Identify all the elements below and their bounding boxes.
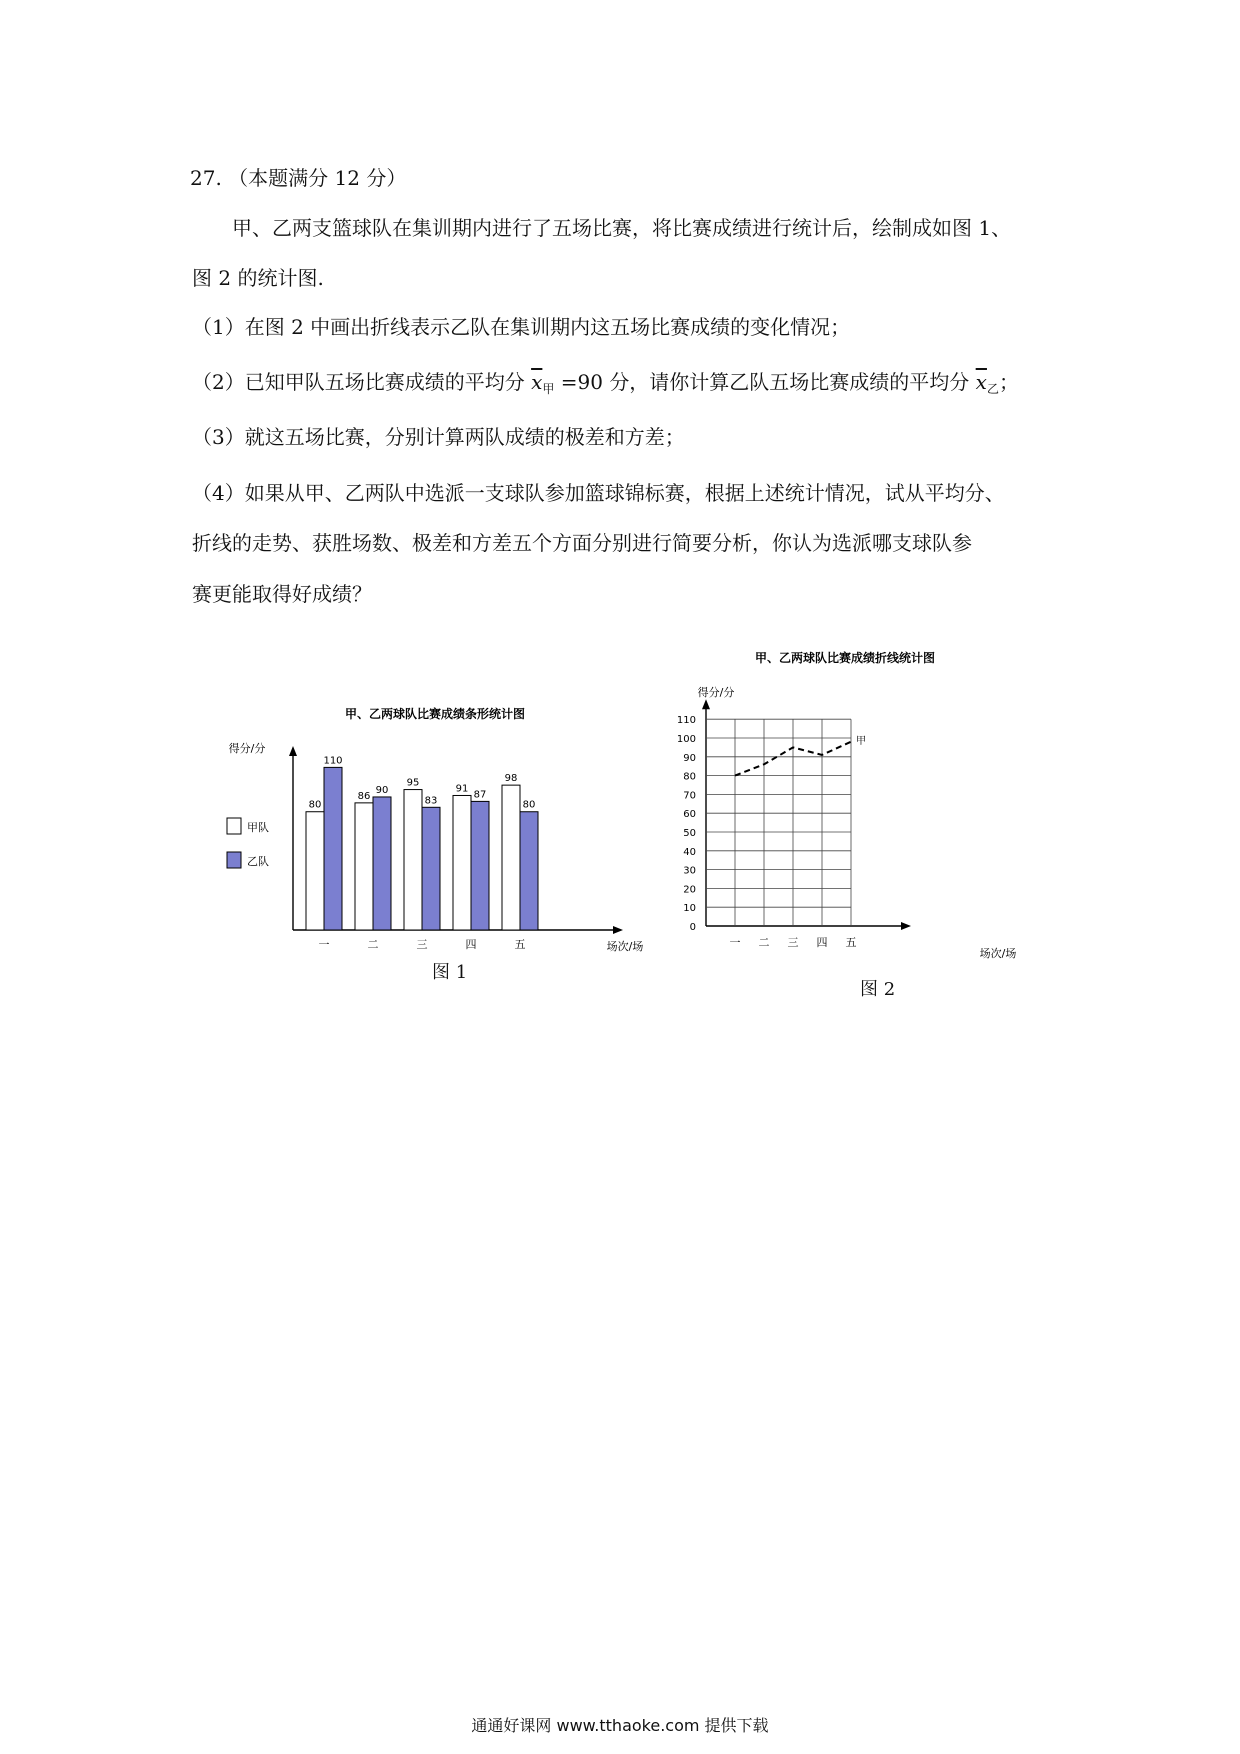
- bar-chart: [225, 700, 665, 970]
- x-tick-label-4: 四: [465, 938, 477, 951]
- y-tick-label-40: 40: [683, 846, 696, 858]
- bar-value-label-yi-5: 80: [522, 799, 536, 811]
- bar-chart-x-label: 场次/场: [606, 940, 644, 953]
- bar-value-label-jia-2: 86: [357, 790, 371, 802]
- bar-jia-4: [453, 795, 471, 930]
- bar-value-label-jia-1: 80: [308, 799, 322, 811]
- question-part-4-line-2: 折线的走势、获胜场数、极差和方差五个方面分别进行简要分析，你认为选派哪支球队参: [192, 531, 972, 555]
- part2-text-b: =90 分，请你计算乙队五场比赛成绩的平均分: [554, 370, 976, 394]
- figure-1-caption: 图 1: [432, 962, 468, 983]
- x-tick-label-1: 一: [729, 936, 741, 949]
- bar-value-label-yi-1: 110: [323, 755, 343, 767]
- y-tick-label-20: 20: [683, 884, 696, 896]
- x-tick-label-1: 一: [318, 938, 330, 951]
- question-part-4-line-1: （4）如果从甲、乙两队中选派一支球队参加篮球锦标赛，根据上述统计情况，试从平均分、: [192, 481, 1005, 505]
- footer-text: 通通好课网 www.tthaoke.com 提供下载: [471, 1716, 769, 1735]
- mean-symbol-yi: $\overline{x}$: [975, 370, 987, 394]
- x-tick-label-2: 二: [758, 936, 770, 949]
- y-tick-label-70: 70: [683, 790, 696, 802]
- bar-value-label-yi-2: 90: [375, 784, 389, 796]
- x-tick-label-3: 三: [416, 938, 428, 951]
- question-part-2: [192, 366, 1019, 397]
- line-chart-title: 甲、乙两球队比赛成绩折线统计图: [754, 651, 936, 665]
- legend-swatch-jia: [227, 818, 241, 834]
- bar-yi-1: [324, 767, 342, 930]
- bar-value-label-jia-5: 98: [504, 773, 518, 785]
- y-axis-arrow: [702, 699, 710, 709]
- series-end-label-jia: 甲: [856, 735, 866, 747]
- line-chart-series: [735, 735, 866, 776]
- bar-jia-3: [404, 790, 422, 930]
- x-axis-arrow: [901, 922, 911, 930]
- line-chart: [676, 648, 1050, 968]
- bar-jia-2: [355, 803, 373, 930]
- bar-yi-3: [422, 807, 440, 930]
- x-tick-label-4: 四: [816, 936, 828, 949]
- legend-swatch-yi: [227, 852, 241, 868]
- y-tick-label-60: 60: [683, 809, 696, 821]
- question-part-4-line-3: 赛更能取得好成绩？: [192, 582, 372, 606]
- x-tick-label-3: 三: [787, 936, 799, 949]
- question-part-3: （3）就这五场比赛，分别计算两队成绩的极差和方差；: [192, 425, 685, 449]
- y-tick-label-30: 30: [683, 865, 696, 877]
- bar-jia-5: [502, 785, 520, 930]
- line-chart-x-label: 场次/场: [979, 947, 1017, 960]
- y-tick-label-0: 0: [689, 922, 696, 933]
- legend-label-yi: 乙队: [247, 855, 269, 868]
- part2-text-c: ；: [998, 370, 1019, 394]
- bar-value-label-jia-4: 91: [455, 783, 469, 795]
- question-intro-line-1: 甲、乙两支篮球队在集训期内进行了五场比赛，将比赛成绩进行统计后，绘制成如图 1、: [232, 216, 1012, 240]
- y-tick-label-80: 80: [683, 771, 696, 783]
- legend-label-jia: 甲队: [247, 821, 269, 834]
- bar-chart-legend: [227, 818, 269, 868]
- bar-chart-bars: [306, 755, 538, 930]
- figure-2-caption: 图 2: [860, 979, 896, 1000]
- mean-subscript-jia: 甲: [542, 382, 555, 396]
- question-part-1: （1）在图 2 中画出折线表示乙队在集训期内这五场比赛成绩的变化情况；: [192, 315, 851, 339]
- bar-yi-2: [373, 797, 391, 930]
- bar-value-label-jia-3: 95: [406, 777, 420, 789]
- question-intro-line-2: 图 2 的统计图.: [192, 266, 324, 290]
- y-tick-label-110: 110: [676, 715, 696, 727]
- bar-value-label-yi-4: 87: [473, 789, 487, 801]
- y-tick-label-100: 100: [676, 734, 696, 745]
- bar-chart-y-label: 得分/分: [228, 742, 266, 755]
- y-tick-label-10: 10: [683, 903, 696, 915]
- bar-yi-5: [520, 812, 538, 930]
- y-tick-label-50: 50: [683, 828, 696, 839]
- bar-chart-title: 甲、乙两球队比赛成绩条形统计图: [344, 707, 526, 721]
- y-axis-arrow: [289, 746, 297, 756]
- line-chart-y-label: 得分/分: [697, 686, 735, 699]
- bar-yi-4: [471, 801, 489, 930]
- question-heading: 27. （本题满分 12 分）: [190, 166, 407, 190]
- bar-value-label-yi-3: 83: [424, 795, 438, 807]
- x-axis-arrow: [613, 926, 623, 934]
- x-tick-label-5: 五: [514, 938, 526, 951]
- mean-subscript-yi: 乙: [986, 382, 999, 396]
- part2-text-a: （2）已知甲队五场比赛成绩的平均分: [192, 370, 532, 394]
- x-tick-label-5: 五: [845, 936, 857, 949]
- y-tick-label-90: 90: [683, 752, 696, 764]
- x-tick-label-2: 二: [367, 938, 379, 951]
- line-chart-grid: [677, 699, 911, 949]
- mean-symbol-jia: $\overline{x}$: [531, 370, 543, 394]
- bar-jia-1: [306, 812, 324, 930]
